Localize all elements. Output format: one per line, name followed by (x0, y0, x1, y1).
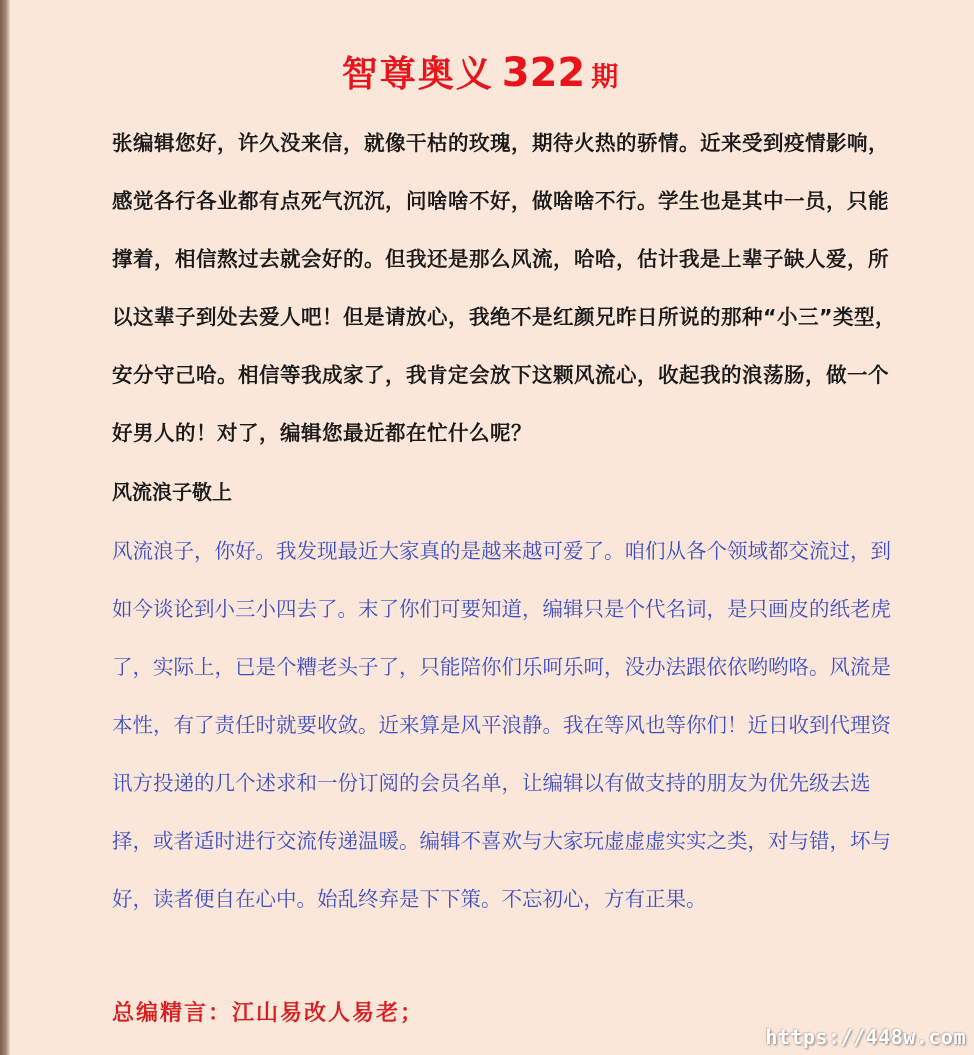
title-suffix: 期 (591, 62, 619, 93)
site-watermark: https://448w.com (765, 1025, 966, 1049)
editor-quote: 总编精言：江山易改人易老； (112, 1000, 425, 1026)
letter-signature: 风流浪子敬上 (112, 480, 232, 504)
title-main: 智尊奥义 (341, 53, 494, 95)
left-border-decoration (0, 0, 10, 1055)
editor-reply: 风流浪子，你好。我发现最近大家真的是越来越可爱了。咱们从各个领域都交流过，到如今谈论到小三小四去了。末了你们可要知道，编辑只是个代名词，是只画皮的纸老虎了，实际上，已是个糟老头子了，只能陪你们乐呵乐呵，没办法跟依依哟哟咯。风流是本性，有了责任时就要收敛。近来算是风平浪静。我在等风也等你们！近日收到代理资讯方投递的几个述求和一份订阅的会员名单，让编辑以有做支持的朋友为优先级去选择，或者适时进行交流传递温暖。编辑不喜欢与大家玩虚虚虚实实之类，对与错，坏与好，读者便自在心中。始乱终弃是下下策。不忘初心，方有正果。 (112, 539, 891, 911)
title-issue-number: 322 (501, 50, 586, 96)
reader-letter: 张编辑您好，许久没来信，就像干枯的玫瑰，期待火热的骄情。近来受到疫情影响，感觉各行各业都有点死气沉沉，问啥啥不好，做啥啥不行。学生也是其中一员，只能撑着，相信熬过去就会好的。但我还是那么风流，哈哈，估计我是上辈子缺人爱，所以这辈子到处去爱人吧！但是请放心，我绝不是红颜兄昨日所说的那种“小三”类型，安分守己哈。相信等我成家了，我肯定会放下这颗风流心，收起我的浪荡肠，做一个好男人的！对了，编辑您最近都在忙什么呢？ (112, 131, 896, 445)
article-page (10, 0, 974, 1055)
article-title (10, 46, 950, 97)
